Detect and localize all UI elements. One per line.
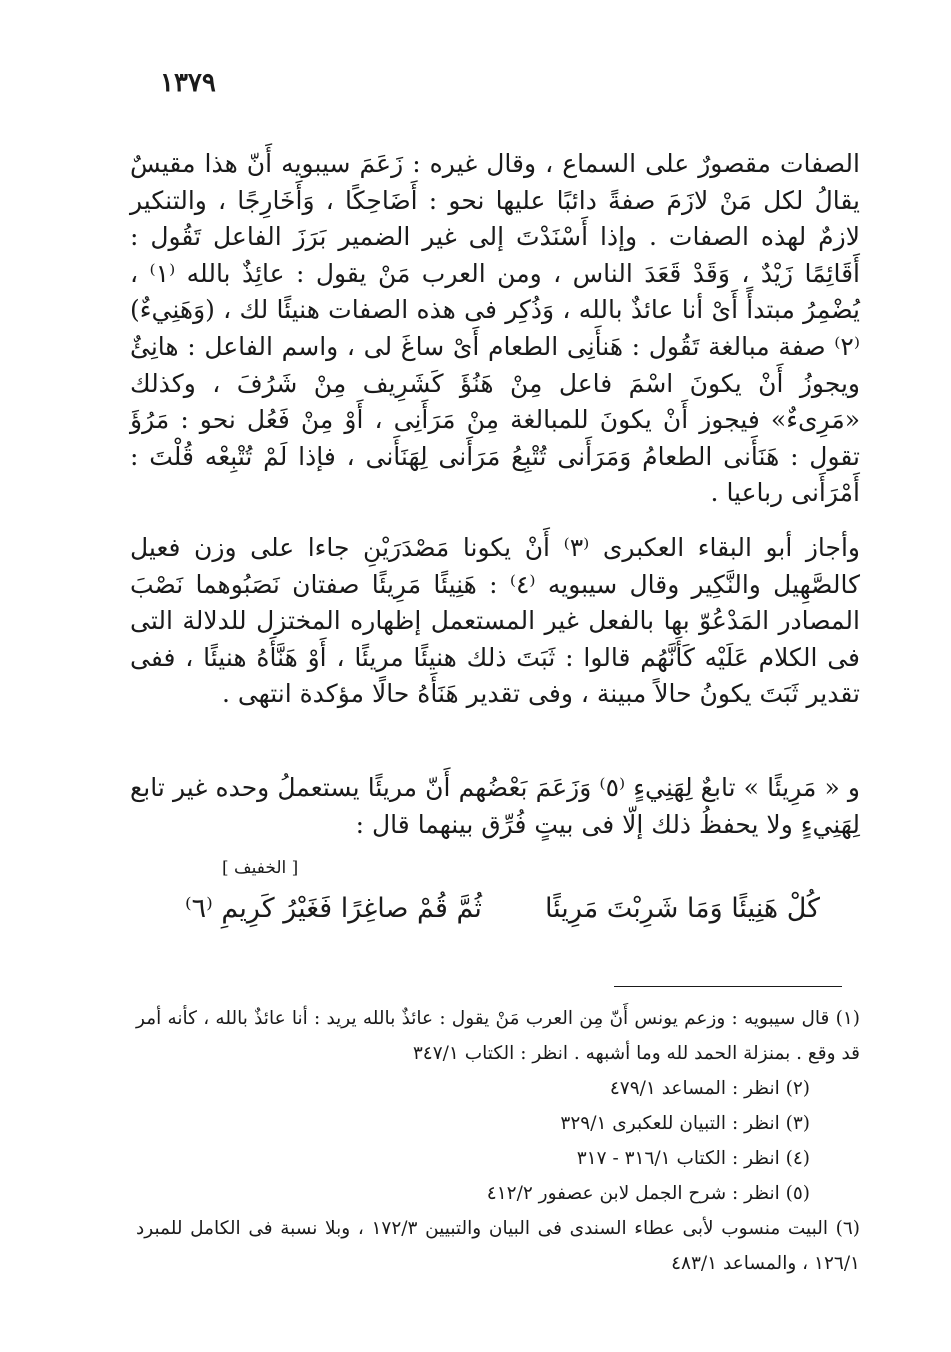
footnote-6: (٦) البيت منسوب لأبى عطاء السندى فى البيان والتبيين ١٧٢/٣ ، وبلا نسبة فى الكامل للمبرد ١٢٦/١ ، والمساعد ٤٨٣/١ (136, 1218, 861, 1274)
paragraph-1-text: الصفات مقصورٌ على السماع ، وقال غيره : زَعَمَ سيبويه أَنّ هذا مقيسٌ يقالُ لكل مَنْ لازَمَ صفةً دائبًا عليها نحو : أَضَاحِكًا ، وَأَخَارِجًا ، والتنكير لازمٌ لهذه الصفات . وإذا أَسْنَدْتَ إلى غير الضمير بَرَزَ الفاعل تَقُول : أَقَائِمًا زَيْدٌ ، وَقَدْ قَعَدَ الناس ، ومن العرب مَنْ يقول : عائِذٌ بالله ⁽١⁾ ، يُضْمِرُ مبتدأً أَىْ أنا عائذٌ بالله ، وَذُكِر فى هذه الصفات هنيئًا لك ، (وَهَنِيءٌ) ⁽٢⁾ صفة مبالغة تَقُول : هَنأَنِى الطعام أَىْ ساغَ لى ، واسم الفاعل : هانِئٌ ويجوزُ أَنْ يكونَ اسْمَ فاعل مِنْ هَنُؤَ كَشَرِيف مِنْ شَرُفَ ، وكذلك «مَرِىءٌ» فيجوز أَنْ يكونَ للمبالغة مِنْ مَرَأَنِى ، أَوْ مِنْ فَعُل نحو : مَرُؤَ تقول : هَنَأَنى الطعامُ وَمَرَأَنى تُتْبِعُ مَرَأَنى لِهَنَأَنى ، فإذا لَمْ تُتْبِعْه قُلْتَ : أَمْرَأَنى رباعيا . (130, 149, 860, 508)
paragraph-1 (130, 146, 860, 512)
page-number: ١٣٧٩ (160, 68, 216, 98)
footnote-4: (٤) انظر : الكتاب ٣١٦/١ - ٣١٧ (576, 1148, 810, 1169)
footnote-separator (614, 986, 842, 987)
paragraph-2 (130, 530, 860, 713)
paragraph-2-text: وأجاز أبو البقاء العكبرى ⁽٣⁾ أَنْ يكونا مَصْدَرَيْنِ جاءا على وزن فعيل كالصَّهِيل والنَّكِير وقال سيبويه ⁽٤⁾ : هَنِيئًا مَرِيئًا صفتان نَصَبُوهما نَصْبَ المصادر المَدْعُوّ بها بالفعل غير المستعمل إظهاره المختزل للدلالة التى فى الكلام عَلَيْه كَأَنَّهُم قالوا : ثَبَتَ ذلك هنيئًا مريئًا ، أَوْ هَنَّأَهُ هنيئًا ، ففى تقدير ثَبَتَ يكونُ حالاً مبينة ، وفى تقدير هَنَأَهُ حالًا مؤكدة انتهى . (130, 533, 860, 709)
poem-second-hemistich: ثُمَّ قُمْ صاغِرًا فَغَيْرُ كَرِيمِ ⁽٦⁾ (185, 893, 482, 924)
footnotes (136, 1001, 860, 1281)
poem-meter-label: [ الخفيف ] (222, 858, 299, 878)
paragraph-3-text: و « مَرِيئًا » تابعٌ لِهَنِيءٍ ⁽٥⁾ وَزَعَمَ بَعْضُهم أَنّ مريئًا يستعملُ وحده غير تابع لِهَنِيءٍ ولا يحفظُ ذلك إلّا فى بيتٍ فُرِّق بينهما قال : (130, 773, 860, 839)
footnote-3: (٣) انظر : التبيان للعكبرى ٣٢٩/١ (560, 1113, 810, 1134)
footnote-2: (٢) انظر : المساعد ٤٧٩/١ (609, 1078, 810, 1099)
footnote-1: (١) قال سيبويه : وزعم يونس أَنّ مِن العرب مَنْ يقول : عائذٌ بالله يريد : أنا عائذٌ بالله ، كأنه أمر قد وقع . بمنزلة الحمد لله وما أشبهه . انظر : الكتاب ٣٤٧/١ (136, 1008, 860, 1064)
poem-first-hemistich: كُلْ هَنِيئًا وَمَا شَرِبْتَ مَرِيئًا (544, 893, 820, 924)
footnote-5: (٥) انظر : شرح الجمل لابن عصفور ٤١٢/٢ (486, 1183, 810, 1204)
paragraph-3 (130, 770, 860, 843)
